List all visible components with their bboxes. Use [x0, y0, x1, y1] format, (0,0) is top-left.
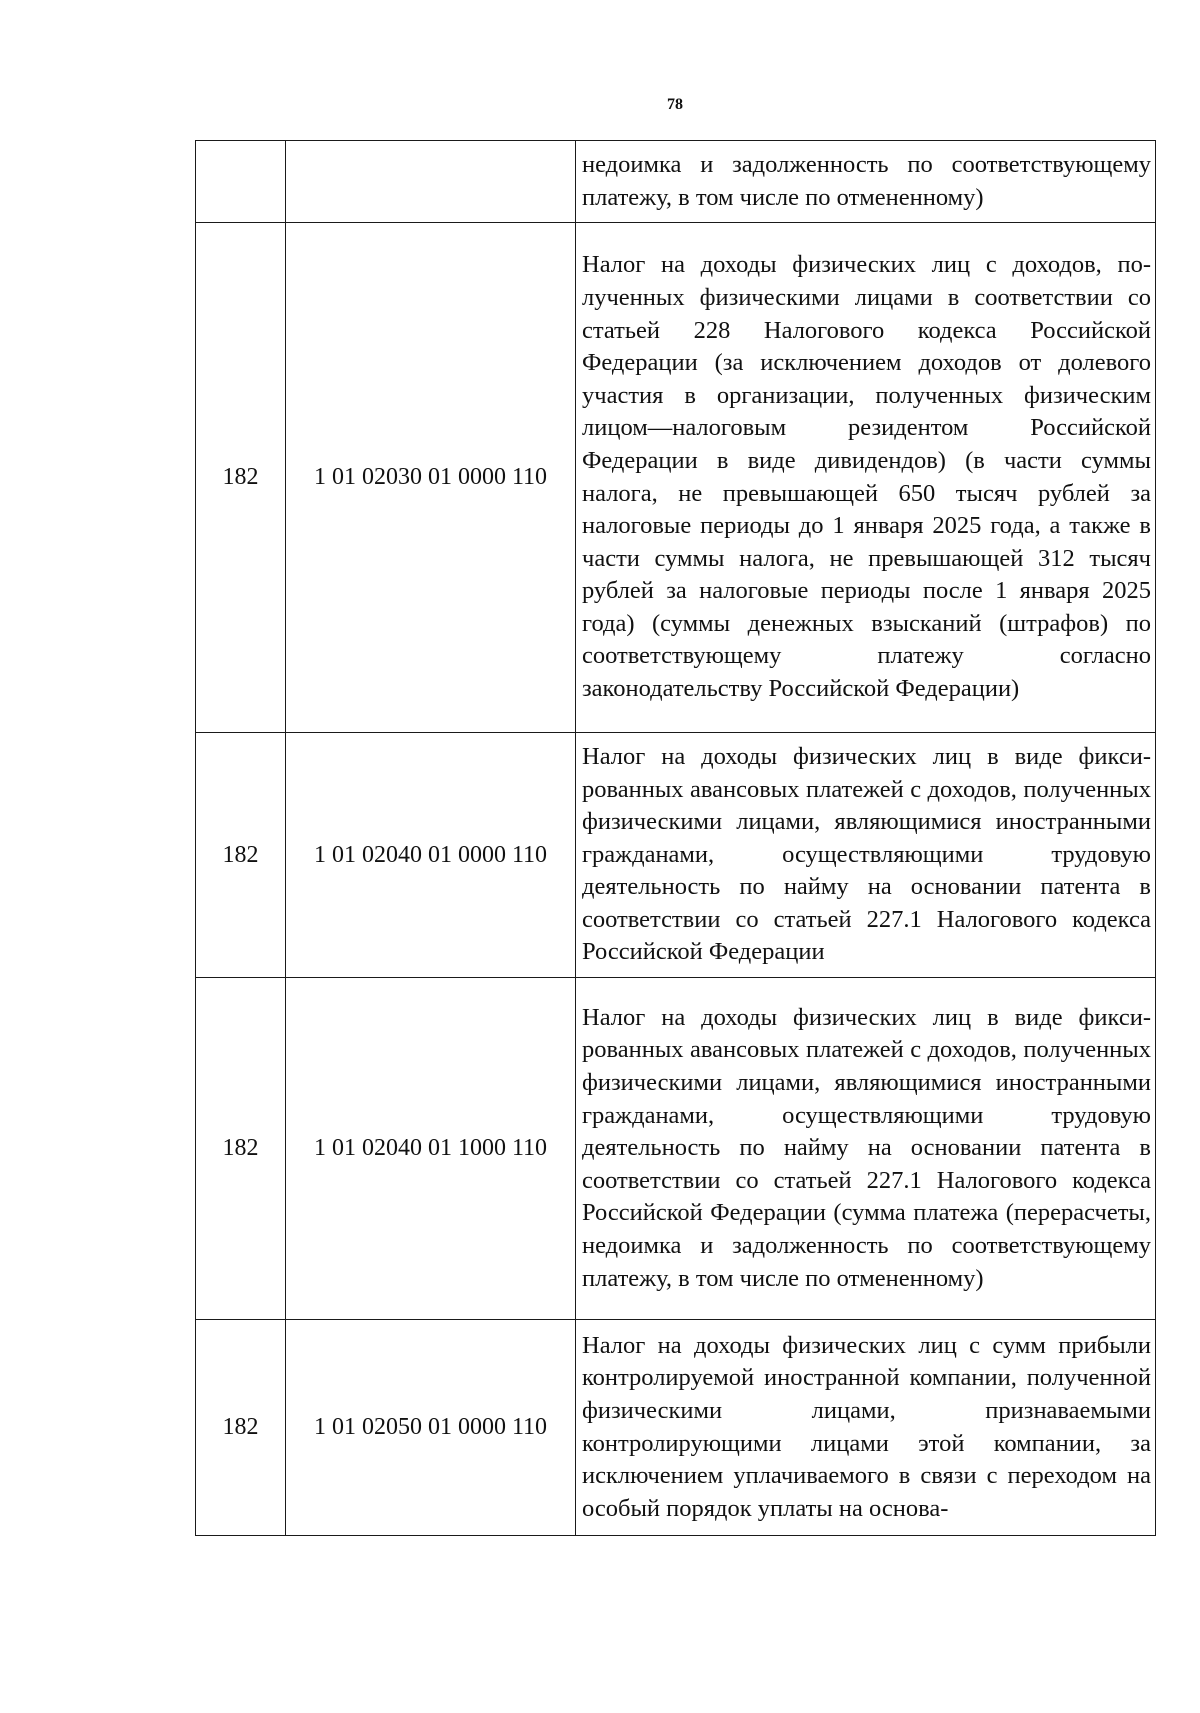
kbk-code-cell: 1 01 02040 01 1000 110: [286, 978, 576, 1320]
admin-code-cell: 182: [196, 978, 286, 1320]
admin-code-cell: 182: [196, 733, 286, 978]
description-cell: Налог на доходы физических лиц в виде фиксированных авансовых платежей с доходов, полученных физическими лицами, являющимися иностранными гражданами, осуществляющими трудовую деятельность по найму на основании патента в соответствии со статьей 227.1 Налогового кодекса Российской Федерации (сумма платежа (перерасчеты, недоимка и задолженность по соответствующему платежу, в том числе по отмененному): [576, 978, 1156, 1320]
table-row: [196, 733, 1156, 978]
page-number: 78: [667, 96, 683, 113]
admin-code-cell: 182: [196, 1320, 286, 1536]
kbk-code-cell: 1 01 02030 01 0000 110: [286, 223, 576, 733]
description-cell: Налог на доходы физических лиц с доходов, полученных физическими лицами в соответствии со статьей 228 Налогового кодекса Российской Федерации (за исключением доходов от долевого участия в организации, полученных физическим лицом—налоговым резидентом Российской Федерации в виде дивидендов) (в части суммы налога, не превышающей 650 тысяч рублей за налоговые периоды до 1 января 2025 года, а также в части суммы налога, не превышающей 312 тысяч рублей за налоговые периоды после 1 января 2025 года) (суммы денежных взысканий (штрафов) по соответствующему платежу согласно законодательству Российской Федерации): [576, 223, 1156, 733]
table-row: [196, 1320, 1156, 1536]
kbk-code-cell: 1 01 02040 01 0000 110: [286, 733, 576, 978]
table-row: [196, 978, 1156, 1320]
table-row: [196, 141, 1156, 223]
description-cell: недоимка и задолженность по соответствующему платежу, в том числе по отмененному): [576, 141, 1156, 223]
description-cell: Налог на доходы физических лиц с сумм прибыли контролируемой иностранной компании, полученной физическими лицами, признаваемыми контролирующими лицами этой компании, за исключением уплачиваемого в связи с переходом на особый порядок уплаты на основа-: [576, 1320, 1156, 1536]
kbk-code-cell: 1 01 02050 01 0000 110: [286, 1320, 576, 1536]
kbk-code-cell: [286, 141, 576, 223]
budget-classification-table: [195, 140, 1156, 1536]
description-cell: Налог на доходы физических лиц в виде фиксированных авансовых платежей с доходов, полученных физическими лицами, являющимися иностранными гражданами, осуществляющими трудовую деятельность по найму на основании патента в соответствии со статьей 227.1 Налогового кодекса Российской Федерации: [576, 733, 1156, 978]
admin-code-cell: [196, 141, 286, 223]
table-row: [196, 223, 1156, 733]
admin-code-cell: 182: [196, 223, 286, 733]
